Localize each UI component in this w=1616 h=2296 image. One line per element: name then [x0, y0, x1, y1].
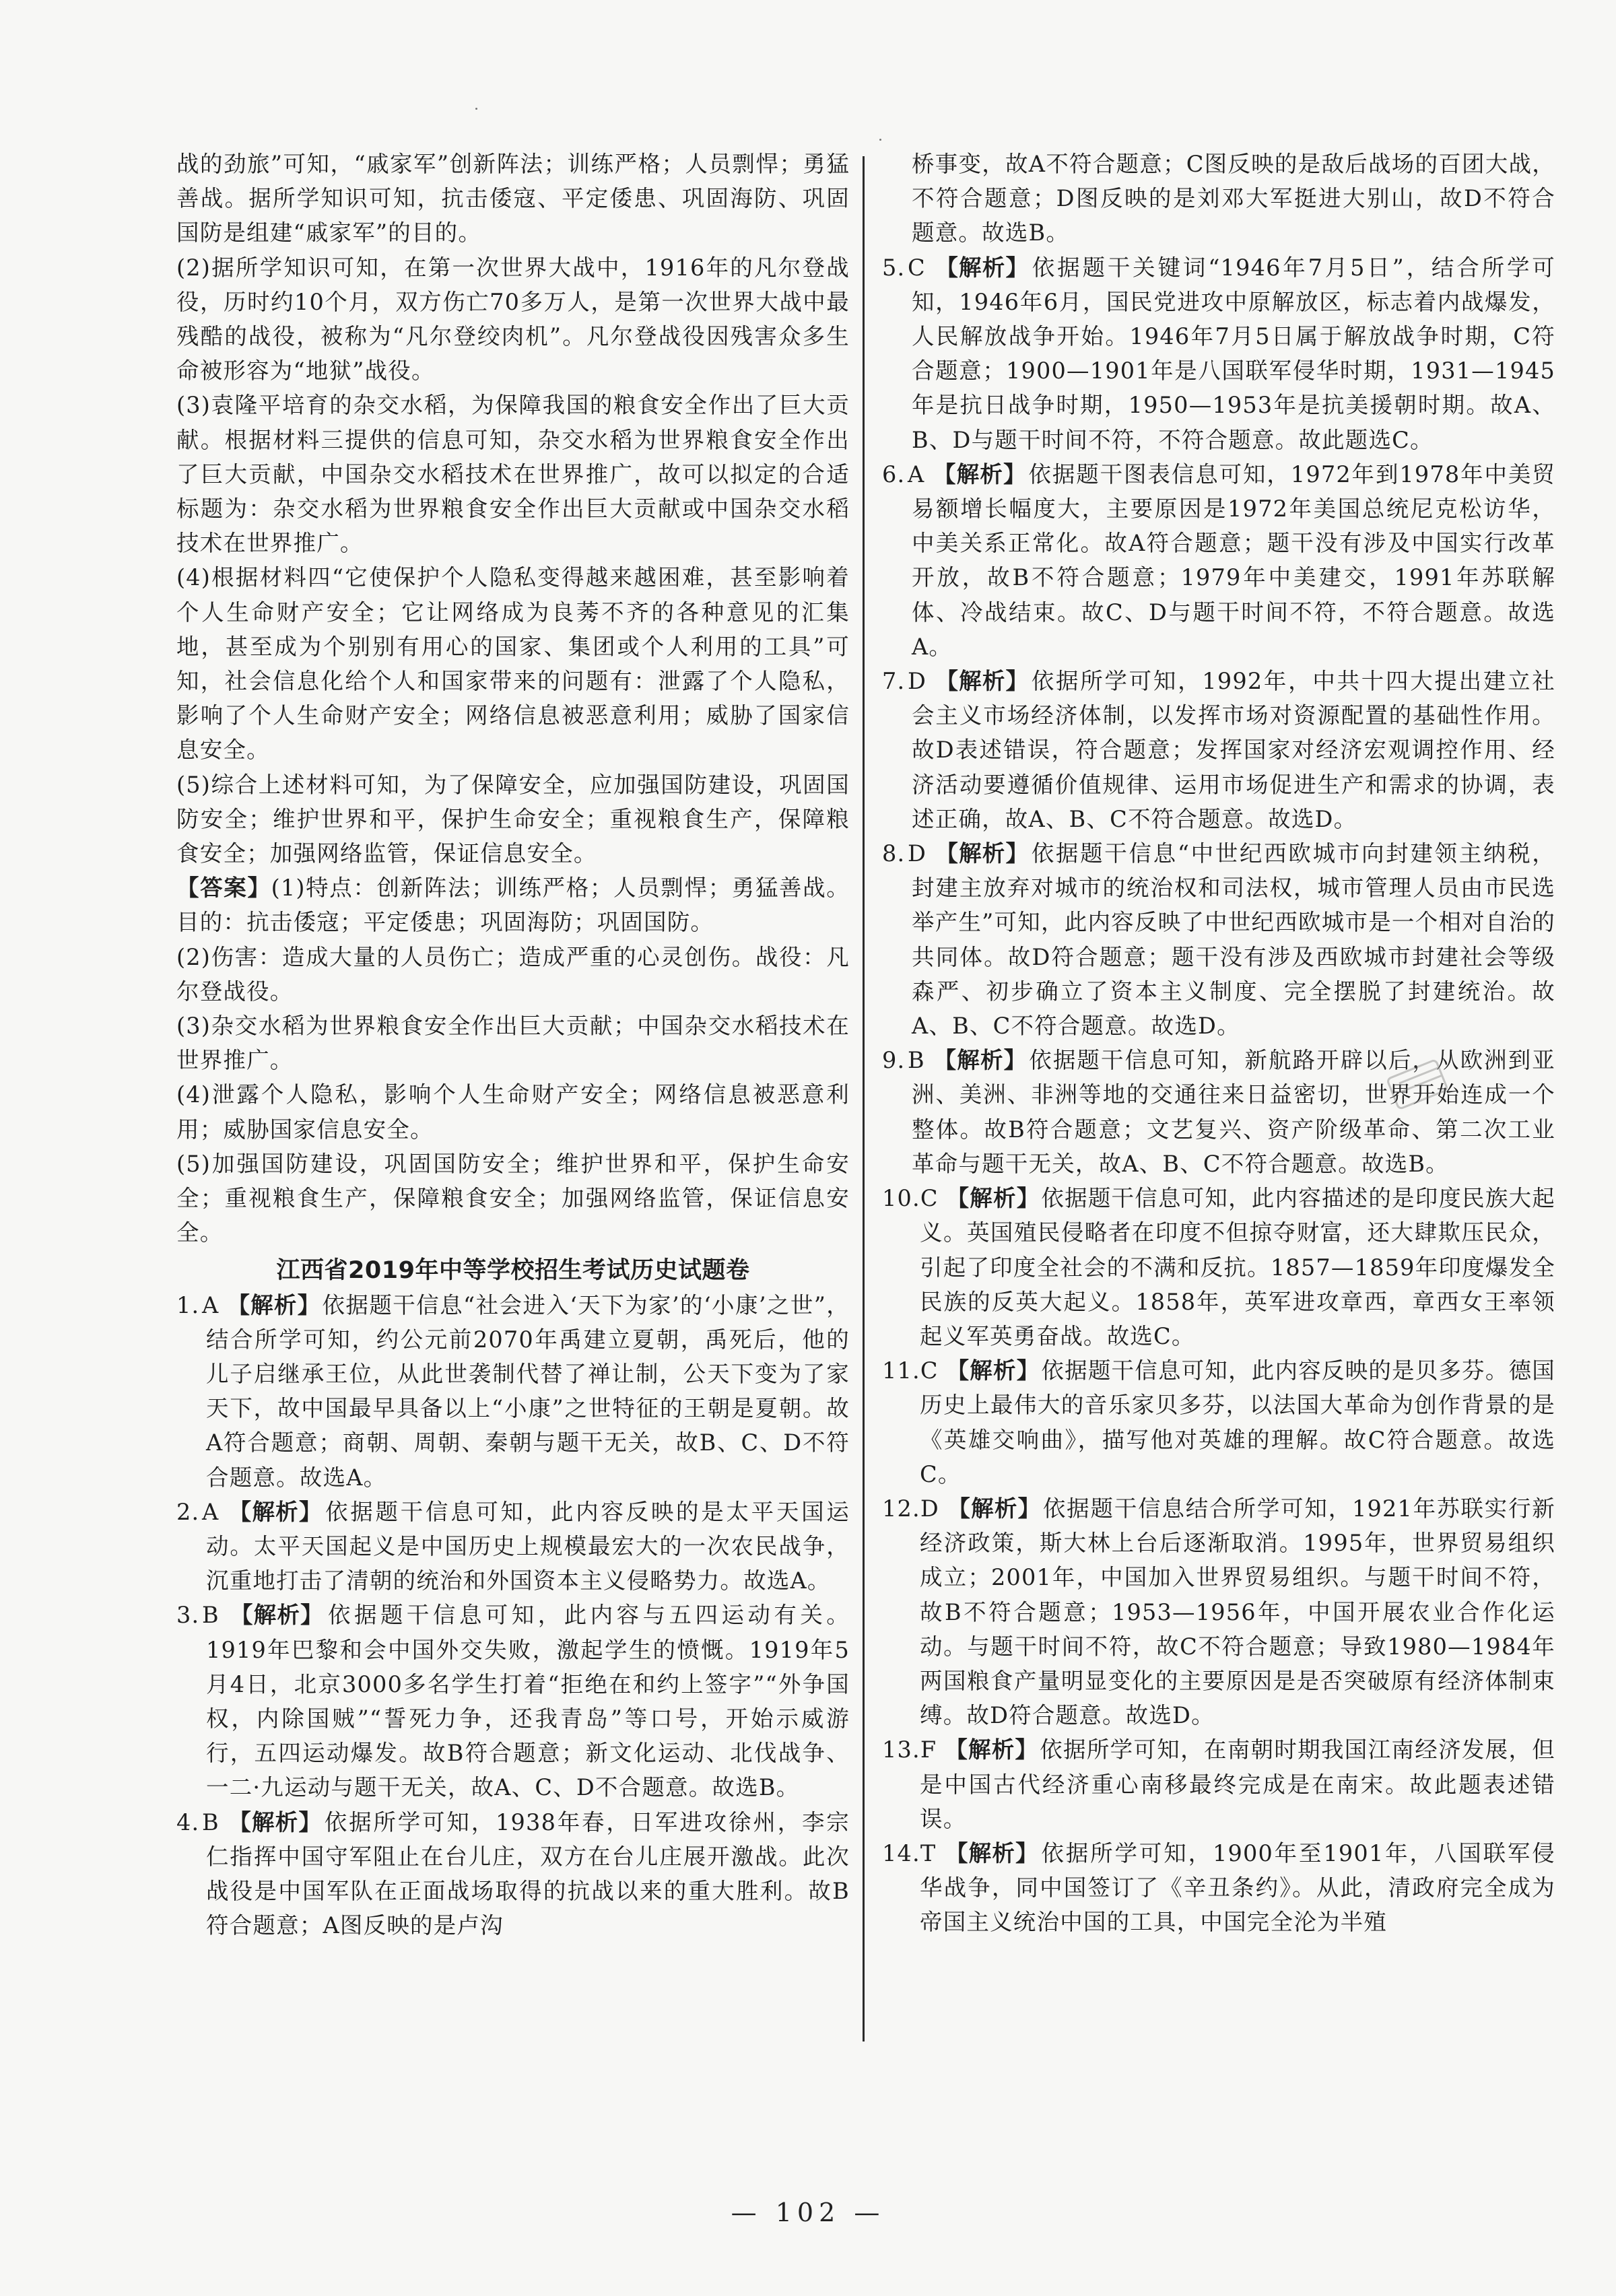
analysis-mark: 【解析】: [946, 1185, 1040, 1212]
question-answer: C: [908, 254, 926, 281]
analysis-mark: 【解析】: [947, 1495, 1042, 1522]
answer-part-2: (2)伤害：造成大量的人员伤亡；造成严重的心灵创伤。战役：凡尔登战役。: [176, 943, 850, 1005]
question-explanation: 依据题干信息结合所学可知，1921年苏联实行新经济政策，斯大林上台后逐渐取消。1995年，世界贸易组织成立；2001年，中国加入世界贸易组织。与题干时间不符，故B不符合题意；1953—1956年，中国开展农业合作化运动。与题干时间不符，故C不符合题意；导致1980—1984年两国粮食产量明显变化的主要原因是是否突破原有经济体制束缚。故D符合题意。故选D。: [920, 1495, 1555, 1729]
question-item: [176, 1598, 850, 1804]
question-number: 7.: [882, 668, 906, 695]
answer-part-4: (4)泄露个人隐私，影响个人生命财产安全；网络信息被恶意利用；威胁国家信息安全。: [176, 1081, 850, 1143]
question-answer: B: [202, 1809, 220, 1835]
question-answer: B: [202, 1602, 220, 1629]
analysis-mark: 【解析】: [933, 461, 1027, 487]
question-item: [882, 457, 1555, 664]
question-answer: C: [920, 1357, 939, 1384]
left-column: [176, 147, 850, 1943]
question-item: [176, 1288, 850, 1495]
answer-label: 【答案】: [176, 875, 271, 902]
question-explanation: 依据题干关键词“1946年7月5日”，结合所学可知，1946年6月，国民党进攻中原解放区，标志着内战爆发，人民解放战争开始。1946年7月5日属于解放战争时期，C符合题意；1900—1901年是八国联军侵华时期，1931—1945年是抗日战争时期，1950—1953年是抗美援朝时期。故A、B、D与题干时间不符，不符合题意。故此题选C。: [912, 254, 1555, 453]
analysis-mark: 【解析】: [935, 254, 1030, 281]
question-item: [176, 1805, 850, 1943]
question-answer: D: [920, 1495, 939, 1522]
scan-speck: [879, 139, 881, 141]
question-number: 5.: [882, 254, 906, 281]
question-answer: C: [920, 1185, 939, 1212]
analysis-mark: 【解析】: [230, 1602, 324, 1629]
analysis-mark: 【解析】: [935, 668, 1030, 695]
question-explanation: 依据题干信息可知，此内容反映的是贝多芬。德国历史上最伟大的音乐家贝多芬，以法国大革命为创作背景的是《英雄交响曲》，描写他对英雄的理解。故C符合题意。故选C。: [920, 1357, 1555, 1487]
page-number-value: 102: [775, 2198, 841, 2227]
analysis-mark: 【解析】: [946, 1357, 1040, 1384]
analysis-mark: 【解析】: [933, 1047, 1028, 1074]
scan-speck: [475, 108, 477, 110]
analysis-part-4: (4)根据材料四“它使保护个人隐私变得越来越困难，甚至影响着个人生命财产安全；它让网络成为良莠不齐的各种意见的汇集地，甚至成为个别别有用心的国家、集团或个人利用的工具”可知，社会信息化给个人和国家带来的问题有：泄露了个人隐私，影响了个人生命财产安全；网络信息被恶意利用；威胁了国家信息安全。: [176, 564, 850, 764]
right-column: [882, 147, 1555, 1940]
analysis-mark: 【解析】: [945, 1736, 1039, 1763]
analysis-part-5: (5)综合上述材料可知，为了保障安全，应加强国防建设，巩固国防安全；维护世界和平，保护生命安全；重视粮食生产，保障粮食安全；加强网络监管，保证信息安全。: [176, 771, 850, 867]
question-answer: A: [202, 1291, 220, 1318]
question-explanation: 依据所学可知，1938年春，日军进攻徐州，李宗仁指挥中国守军阻止在台儿庄，双方在台儿庄展开激战。此次战役是中国军队在正面战场取得的抗战以来的重大胜利。故B符合题意；A图反映的是卢沟: [206, 1809, 850, 1939]
question-answer: A: [202, 1498, 220, 1525]
answer-part-3: (3)杂交水稻为世界粮食安全作出巨大贡献；中国杂交水稻技术在世界推广。: [176, 1013, 850, 1074]
intro-paragraph: 战的劲旅”可知，“戚家军”创新阵法；训练严格；人员剽悍；勇猛善战。据所学知识可知，抗击倭寇、平定倭患、巩固海防、巩固国防是组建“戚家军”的目的。: [176, 151, 850, 246]
question-item: [882, 1836, 1555, 1940]
continued-explanation: 桥事变，故A不符合题意；C图反映的是敌后战场的百团大战，不符合题意；D图反映的是刘邓大军挺进大别山，故D不符合题意。故选B。: [912, 151, 1555, 246]
analysis-part-2: (2)据所学知识可知，在第一次世界大战中，1916年的凡尔登战役，历时约10个月，双方伤亡70多万人，是第一次世界大战中最残酷的战役，被称为“凡尔登绞肉机”。凡尔登战役因残害众多生命被形容为“地狱”战役。: [176, 254, 850, 384]
question-answer: D: [908, 840, 927, 867]
question-answer: T: [920, 1839, 937, 1866]
question-explanation: 依据题干信息可知，此内容与五四运动有关。1919年巴黎和会中国外交失败，激起学生的愤慨。1919年5月4日，北京3000多名学生打着“拒绝在和约上签字”“外争国权，内除国贼”“誓死力争，还我青岛”等口号，开始示威游行，五四运动爆发。故B符合题意；新文化运动、北伐战争、一二·九运动与题干无关，故A、C、D不合题意。故选B。: [206, 1602, 850, 1801]
question-number: 1.: [176, 1291, 200, 1318]
question-item: [882, 1491, 1555, 1732]
column-divider: [863, 156, 865, 2041]
question-answer: B: [908, 1047, 925, 1074]
question-explanation: 依据所学可知，1992年，中共十四大提出建立社会主义市场经济体制，以发挥市场对资源配置的基础性作用。故D表述错误，符合题意；发挥国家对经济宏观调控作用、经济活动要遵循价值规律、运用市场促进生产和需求的协调，表述正确，故A、B、C不符合题意。故选D。: [912, 668, 1555, 832]
question-item: [882, 1732, 1555, 1836]
analysis-mark: 【解析】: [935, 840, 1030, 867]
question-number: 8.: [882, 840, 906, 867]
watermark-stamp-icon: [1383, 1047, 1457, 1121]
analysis-mark: 【解析】: [228, 1809, 323, 1835]
page-number: — 102 —: [731, 2198, 885, 2227]
question-item: [882, 1181, 1555, 1353]
question-explanation: 依据所学可知，1900年至1901年，八国联军侵华战争，同中国签订了《辛丑条约》。从此，清政府完全成为帝国主义统治中国的工具，中国完全沦为半殖: [920, 1839, 1555, 1936]
question-item: [882, 836, 1555, 1043]
answer-part-1: [176, 871, 850, 939]
question-item: [882, 664, 1555, 836]
analysis-mark: 【解析】: [228, 1498, 323, 1525]
question-number: 2.: [176, 1498, 200, 1525]
question-number: 6.: [882, 461, 906, 487]
section-title: 江西省2019年中等学校招生考试历史试题卷: [276, 1256, 750, 1284]
question-explanation: 依据题干图表信息可知，1972年到1978年中美贸易额增长幅度大，主要原因是1972年美国总统尼克松访华，中美关系正常化。故A符合题意；题干没有涉及中国实行改革开放，故B不符合题意；1979年中美建交，1991年苏联解体、冷战结束。故C、D与题干时间不符，不符合题意。故选A。: [912, 461, 1555, 660]
question-explanation: 依据题干信息“中世纪西欧城市向封建领主纳税，封建主放弃对城市的统治权和司法权，城市管理人员由市民选举产生”可知，此内容反映了中世纪西欧城市是一个相对自治的共同体。故D符合题意；题干没有涉及西欧城市封建社会等级森严、初步确立了资本主义制度、完全摆脱了封建统治。故A、B、C不符合题意。故选D。: [912, 840, 1555, 1040]
question-number: 10.: [882, 1185, 920, 1212]
question-answer: A: [908, 461, 925, 487]
analysis-part-3: (3)袁隆平培育的杂交水稻，为保障我国的粮食安全作出了巨大贡献。根据材料三提供的信息可知，杂交水稻为世界粮食安全作出了巨大贡献，中国杂交水稻技术在世界推广，故可以拟定的合适标题为：杂交水稻为世界粮食安全作出巨大贡献或中国杂交水稻技术在世界推广。: [176, 392, 850, 557]
question-answer: F: [920, 1736, 937, 1763]
question-number: 3.: [176, 1602, 200, 1629]
question-item: [176, 1495, 850, 1598]
analysis-mark: 【解析】: [945, 1839, 1039, 1866]
answer-part-5: (5)加强国防建设，巩固国防安全；维护世界和平，保护生命安全；重视粮食生产，保障粮食安全；加强网络监管，保证信息安全。: [176, 1150, 850, 1246]
question-number: 12.: [882, 1495, 920, 1522]
question-item: [882, 1353, 1555, 1491]
question-item: [882, 250, 1555, 457]
question-explanation: 依据题干信息可知，此内容描述的是印度民族大起义。英国殖民侵略者在印度不但掠夺财富，还大肆欺压民众，引起了印度全社会的不满和反抗。1857—1859年印度爆发全民族的反英大起义。1858年，英军进攻章西，章西女王率领起义军英勇奋战。故选C。: [920, 1185, 1555, 1349]
question-number: 4.: [176, 1809, 200, 1835]
question-explanation: 依据所学可知，在南朝时期我国江南经济发展，但是中国古代经济重心南移最终完成是在南宋。故此题表述错误。: [920, 1736, 1555, 1832]
question-number: 11.: [882, 1357, 920, 1384]
question-answer: D: [908, 668, 927, 695]
answer-text-1: (1)特点：创新阵法；训练严格；人员剽悍；勇猛善战。目的：抗击倭寇；平定倭患；巩固海防；巩固国防。: [176, 875, 850, 936]
question-explanation: 依据题干信息可知，新航路开辟以后，从欧洲到亚洲、美洲、非洲等地的交通往来日益密切，世界开始连成一个整体。故B符合题意；文艺复兴、资产阶级革命、第二次工业革命与题干无关，故A、B、C不符合题意。故选B。: [912, 1047, 1555, 1177]
analysis-mark: 【解析】: [227, 1291, 321, 1318]
question-number: 13.: [882, 1736, 920, 1763]
question-explanation: 依据题干信息“社会进入‘天下为家’的‘小康’之世”，结合所学可知，约公元前2070年禹建立夏朝，禹死后，他的儿子启继承王位，从此世袭制代替了禅让制，公天下变为了家天下，故中国最早具备以上“小康”之世特征的王朝是夏朝。故A符合题意；商朝、周朝、秦朝与题干无关，故B、C、D不符合题意。故选A。: [206, 1291, 850, 1491]
question-number: 9.: [882, 1047, 906, 1074]
question-number: 14.: [882, 1839, 920, 1866]
question-explanation: 依据题干信息可知，此内容反映的是太平天国运动。太平天国起义是中国历史上规模最宏大的一次农民战争，沉重地打击了清朝的统治和外国资本主义侵略势力。故选A。: [206, 1498, 850, 1594]
